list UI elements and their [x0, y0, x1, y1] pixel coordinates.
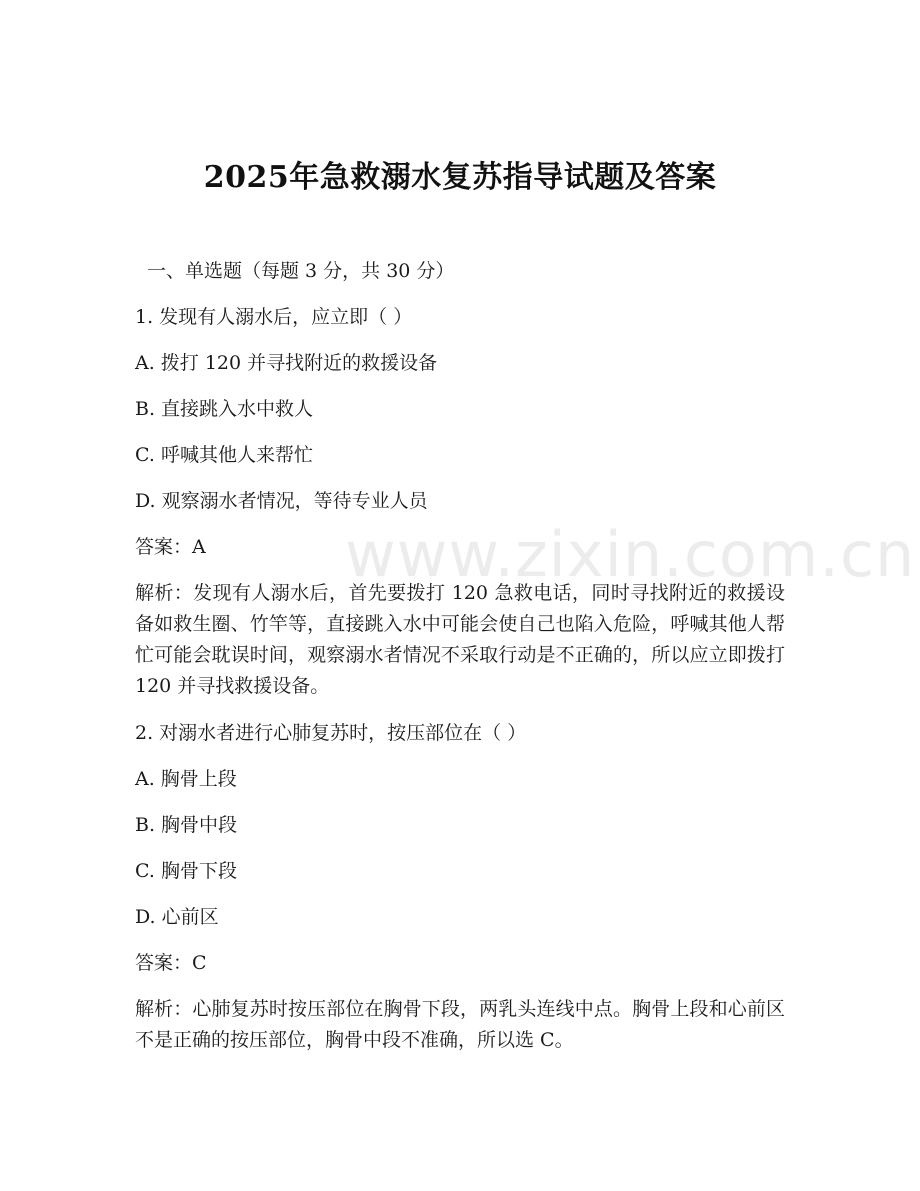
- option-a: A. 胸骨上段: [135, 768, 237, 790]
- document-body: [135, 248, 785, 1064]
- option-b: B. 胸骨中段: [135, 814, 238, 836]
- question-stem: 1. 发现有人溺水后，应立即（ ）: [135, 306, 413, 328]
- question-stem: 2. 对溺水者进行心肺复苏时，按压部位在（ ）: [135, 722, 527, 744]
- analysis: 解析：发现有人溺水后，首先要拨打 120 急救电话，同时寻找附近的救援设备如救生圈、竹竿等，直接跳入水中可能会使自己也陷入危险，呼喊其他人帮忙可能会耽误时间，观察溺水者情况不采取行动是不正确的，所以应立即拨打 120 并寻找救援设备。: [135, 582, 785, 697]
- question-1: [135, 294, 785, 702]
- option-c: C. 胸骨下段: [135, 860, 237, 882]
- analysis: 解析：心肺复苏时按压部位在胸骨下段，两乳头连线中点。胸骨上段和心前区不是正确的按压部位，胸骨中段不准确，所以选 C。: [135, 998, 785, 1051]
- section-heading: 一、单选题（每题 3 分，共 30 分）: [147, 260, 455, 282]
- answer: 答案：A: [135, 536, 206, 558]
- option-d: D. 观察溺水者情况，等待专业人员: [135, 490, 428, 512]
- option-a: A. 拨打 120 并寻找附近的救援设备: [135, 352, 438, 374]
- question-2: [135, 710, 785, 1056]
- answer: 答案：C: [135, 952, 207, 974]
- watermark: www.zixin.com.cn: [345, 518, 916, 591]
- document-title: 2025年急救溺水复苏指导试题及答案: [203, 160, 717, 195]
- option-d: D. 心前区: [135, 906, 219, 928]
- option-b: B. 直接跳入水中救人: [135, 398, 314, 420]
- option-c: C. 呼喊其他人来帮忙: [135, 444, 313, 466]
